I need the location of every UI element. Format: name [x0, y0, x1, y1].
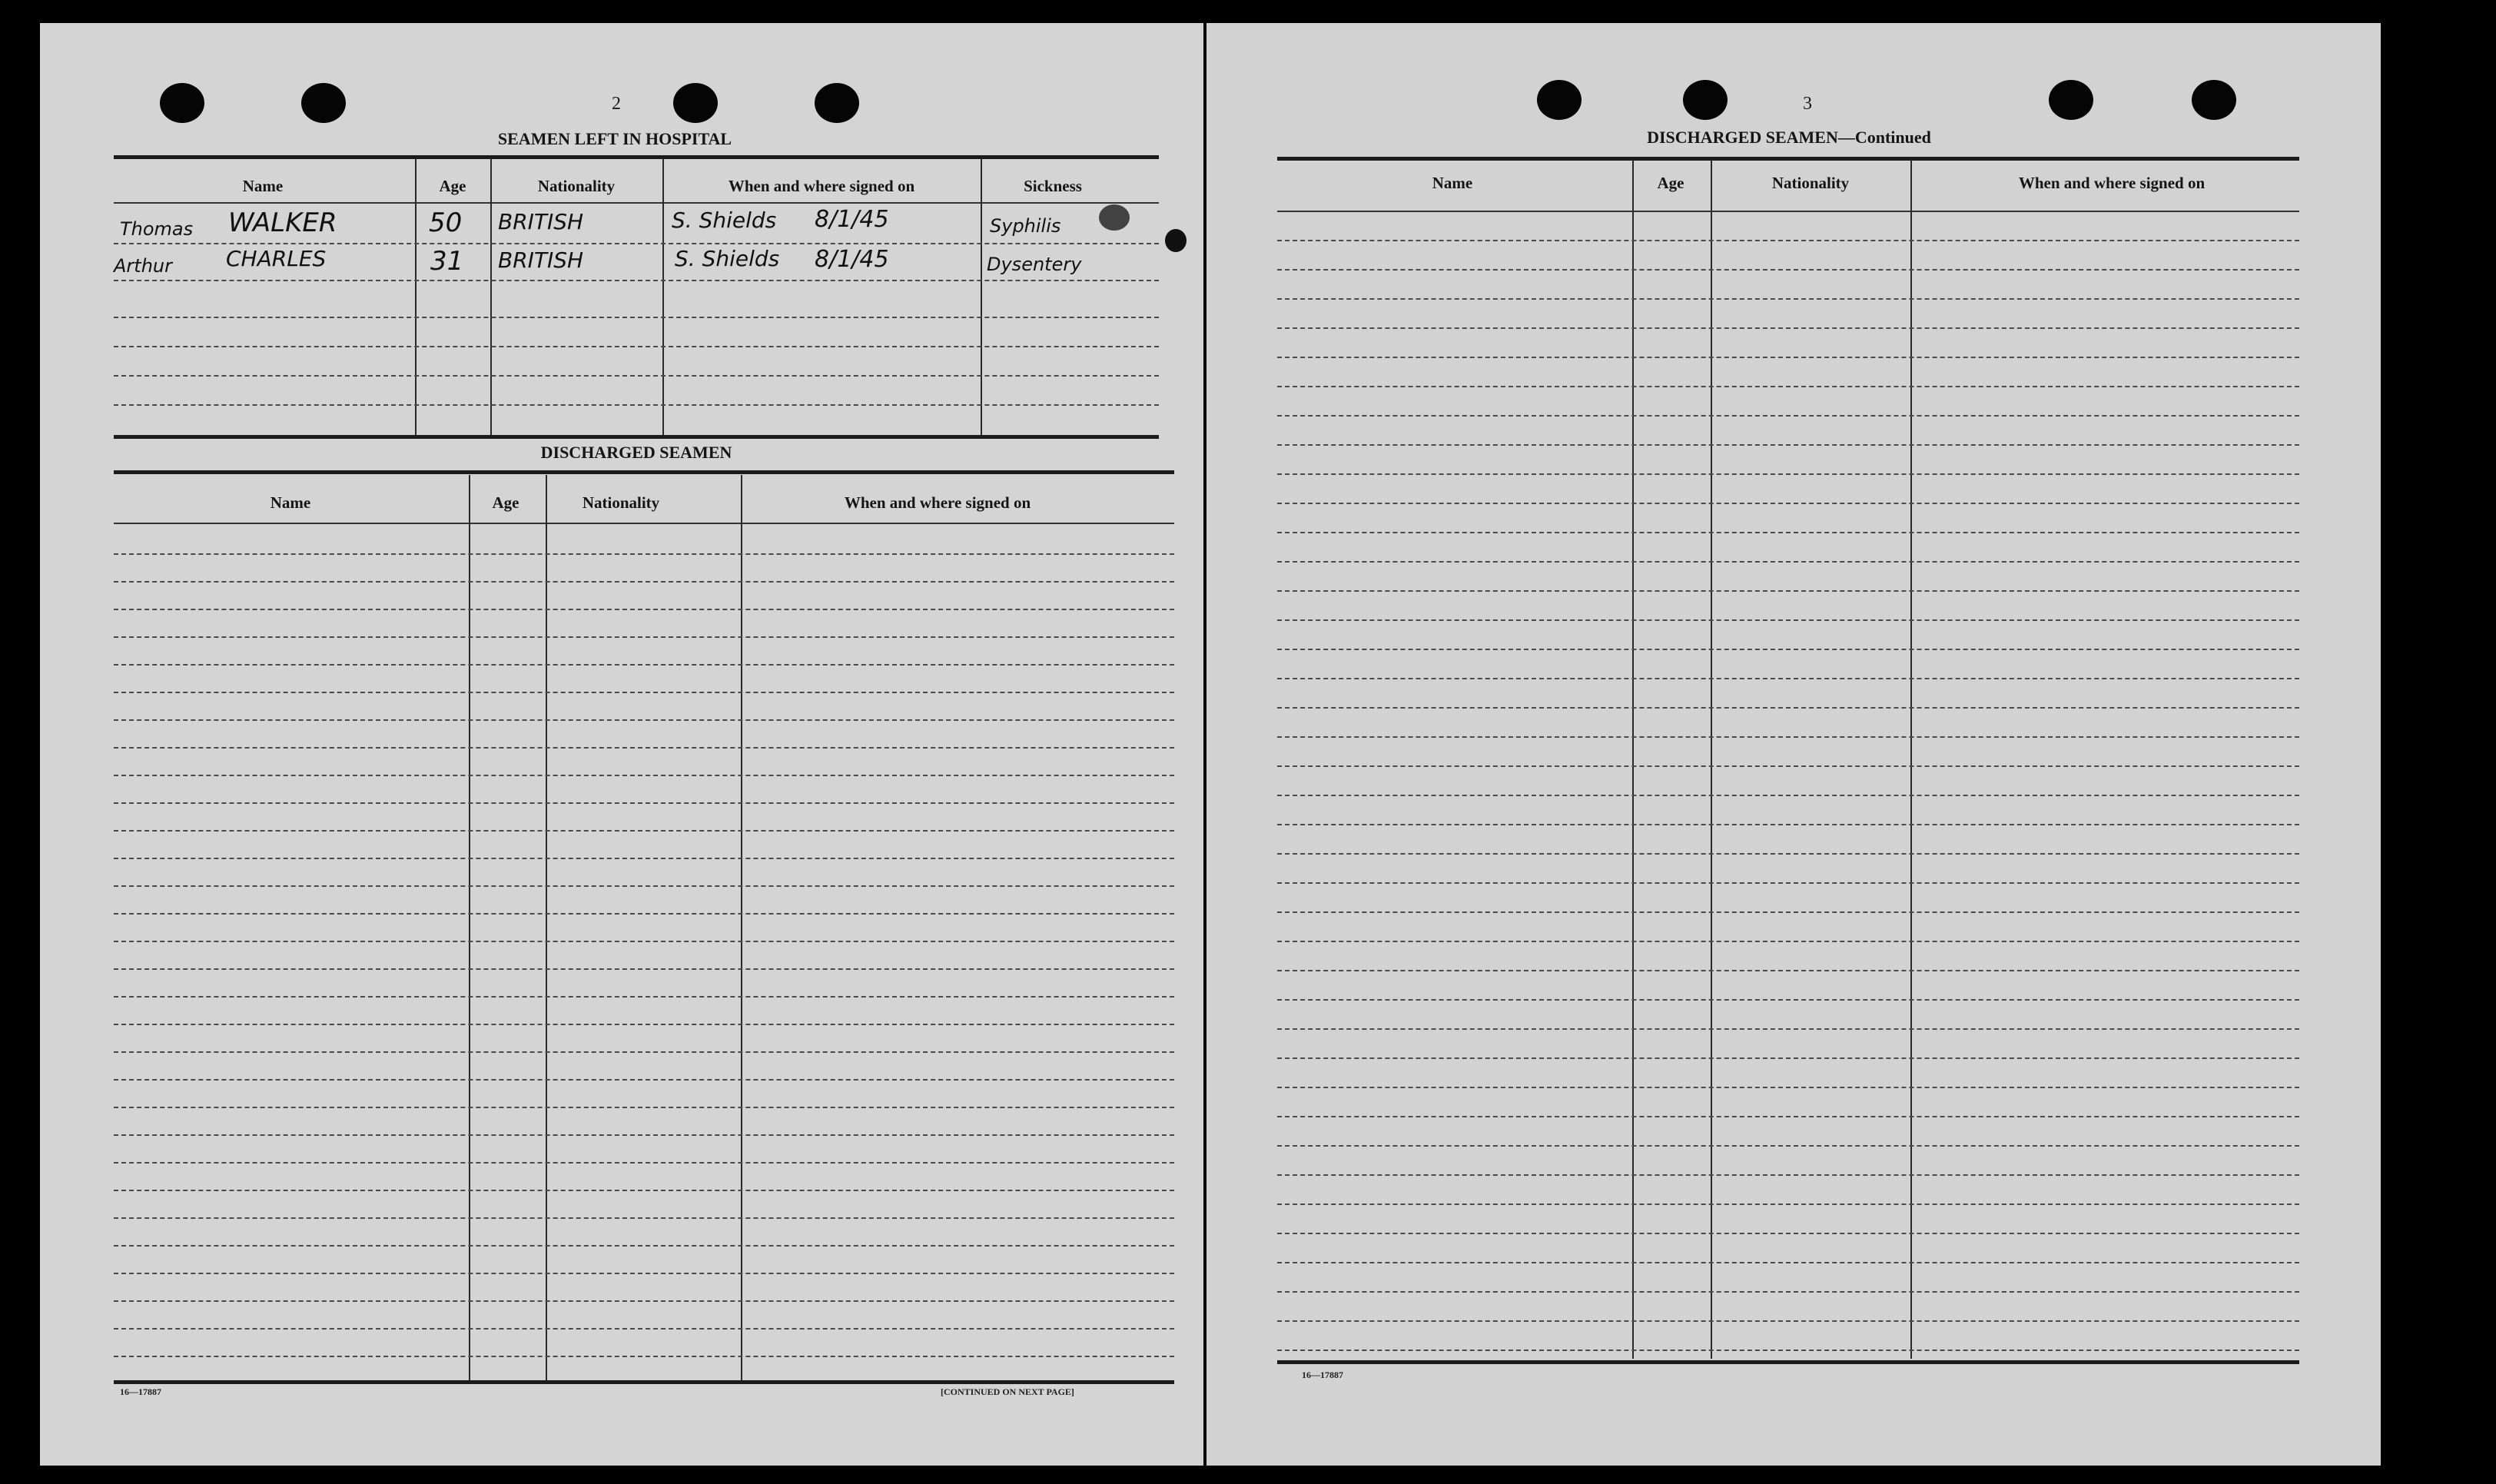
row-line — [114, 802, 1174, 804]
table-top-rule — [1277, 157, 2299, 161]
row-line — [114, 280, 1159, 281]
row-line — [1277, 649, 2299, 650]
row-line — [1277, 503, 2299, 504]
row-line — [1277, 1028, 2299, 1030]
row-line — [1277, 1145, 2299, 1147]
row-line — [114, 243, 1159, 244]
column-header-name: Name — [270, 493, 311, 512]
punch-hole — [1537, 80, 1582, 120]
table-top-rule — [114, 470, 1174, 474]
row-line — [114, 636, 1174, 638]
table-top-rule — [114, 155, 1159, 159]
row-line — [1277, 1116, 2299, 1117]
row-line — [1277, 619, 2299, 621]
age: 50 — [429, 207, 463, 238]
row-line — [1277, 765, 2299, 767]
column-header-age: Age — [492, 493, 519, 512]
first-name: Arthur — [114, 255, 172, 277]
row-line — [1277, 882, 2299, 884]
row-line — [1277, 1087, 2299, 1088]
row-line — [1277, 1291, 2299, 1293]
column-header-signed-on: When and where signed on — [844, 493, 1031, 512]
row-line — [1277, 824, 2299, 825]
row-line — [114, 581, 1174, 583]
row-line — [1277, 1262, 2299, 1263]
column-header-nationality: Nationality — [537, 177, 616, 195]
column-divider — [1632, 160, 1634, 1359]
row-line — [1277, 1057, 2299, 1059]
signed-on-place: S. Shields — [672, 207, 777, 233]
column-header-age: Age — [439, 177, 466, 195]
signed-on-date: 8/1/45 — [815, 246, 889, 273]
ink-blot — [1099, 204, 1130, 231]
right-page — [1207, 23, 2381, 1466]
table-header-rule — [114, 202, 1159, 204]
row-line — [1277, 911, 2299, 913]
column-divider — [1711, 160, 1712, 1359]
row-line — [1277, 1174, 2299, 1176]
row-line — [114, 1328, 1174, 1330]
ink-blot — [1165, 229, 1187, 252]
row-line — [1277, 1203, 2299, 1205]
row-line — [1277, 357, 2299, 358]
row-line — [1277, 415, 2299, 417]
row-line — [114, 830, 1174, 832]
punch-hole — [2192, 80, 2236, 120]
row-line — [114, 968, 1174, 970]
row-line — [114, 913, 1174, 915]
row-line — [1277, 1320, 2299, 1322]
row-line — [114, 1190, 1174, 1191]
column-divider — [662, 158, 664, 437]
row-line — [114, 1134, 1174, 1136]
row-line — [1277, 970, 2299, 971]
column-divider — [415, 158, 417, 437]
row-line — [114, 885, 1174, 887]
row-line — [1277, 386, 2299, 387]
discharged-section-title: DISCHARGED SEAMEN — [540, 443, 732, 462]
row-line — [114, 747, 1174, 749]
table-bottom-rule — [114, 1380, 1174, 1384]
table-header-rule — [114, 523, 1174, 524]
row-line — [1277, 736, 2299, 738]
row-line — [1277, 240, 2299, 241]
row-line — [114, 609, 1174, 610]
row-line — [114, 1273, 1174, 1274]
sickness: Syphilis — [990, 215, 1061, 237]
row-line — [114, 1162, 1174, 1164]
row-line — [114, 858, 1174, 859]
continued-note: [CONTINUED ON NEXT PAGE] — [941, 1386, 1074, 1397]
row-line — [114, 1051, 1174, 1053]
row-line — [114, 346, 1159, 347]
row-line — [1277, 678, 2299, 679]
row-line — [114, 317, 1159, 318]
column-header-nationality: Nationality — [582, 493, 660, 512]
column-header-name: Name — [1432, 174, 1473, 192]
discharged-continued-title: DISCHARGED SEAMEN—Continued — [1647, 128, 1931, 147]
row-line — [114, 404, 1159, 406]
row-line — [114, 1079, 1174, 1081]
signed-on-date: 8/1/45 — [815, 206, 889, 233]
row-line — [114, 1356, 1174, 1357]
column-header-signed-on: When and where signed on — [2018, 174, 2206, 192]
row-line — [1277, 327, 2299, 329]
page-number: 2 — [612, 94, 621, 114]
row-line — [1277, 298, 2299, 300]
sickness: Dysentery — [987, 254, 1082, 275]
signed-on-place: S. Shields — [675, 246, 780, 271]
row-line — [114, 375, 1159, 377]
row-line — [1277, 999, 2299, 1001]
left-page — [40, 23, 1203, 1466]
column-header-signed-on: When and where signed on — [728, 177, 915, 195]
row-line — [1277, 941, 2299, 942]
punch-hole — [301, 83, 346, 123]
surname: WALKER — [228, 207, 337, 238]
row-line — [1277, 1350, 2299, 1351]
column-header-sickness: Sickness — [1024, 177, 1082, 195]
row-line — [114, 1107, 1174, 1108]
row-line — [1277, 269, 2299, 271]
row-line — [1277, 707, 2299, 709]
row-line — [1277, 1233, 2299, 1234]
table-header-rule — [1277, 211, 2299, 212]
row-line — [1277, 590, 2299, 592]
row-line — [1277, 473, 2299, 475]
row-line — [1277, 795, 2299, 796]
punch-hole — [2049, 80, 2093, 120]
row-line — [114, 1024, 1174, 1025]
form-number: 16—17887 — [1302, 1369, 1343, 1380]
form-number: 16—17887 — [120, 1386, 161, 1397]
nationality: BRITISH — [498, 247, 584, 273]
column-header-nationality: Nationality — [1771, 174, 1850, 192]
row-line — [114, 553, 1174, 555]
punch-hole — [160, 83, 204, 123]
row-line — [114, 775, 1174, 776]
hospital-section-title: SEAMEN LEFT IN HOSPITAL — [497, 129, 732, 148]
column-header-name: Name — [242, 177, 284, 195]
nationality: BRITISH — [498, 209, 584, 234]
column-divider — [1910, 160, 1912, 1359]
first-name: Thomas — [120, 218, 194, 240]
table-bottom-rule — [114, 435, 1159, 439]
column-divider — [981, 158, 982, 437]
punch-hole — [815, 83, 859, 123]
row-line — [114, 1300, 1174, 1302]
row-line — [1277, 561, 2299, 563]
row-line — [114, 692, 1174, 693]
row-line — [1277, 853, 2299, 855]
punch-hole — [673, 83, 718, 123]
column-divider — [490, 158, 492, 437]
row-line — [114, 719, 1174, 721]
table-bottom-rule — [1277, 1360, 2299, 1364]
row-line — [114, 996, 1174, 998]
age: 31 — [430, 246, 464, 277]
row-line — [1277, 532, 2299, 533]
punch-hole — [1683, 80, 1728, 120]
row-line — [114, 1245, 1174, 1247]
row-line — [114, 941, 1174, 942]
page-number: 3 — [1803, 94, 1812, 114]
row-line — [1277, 444, 2299, 446]
row-line — [114, 1217, 1174, 1219]
column-header-age: Age — [1657, 174, 1684, 192]
surname: CHARLES — [226, 246, 327, 271]
row-line — [114, 664, 1174, 666]
